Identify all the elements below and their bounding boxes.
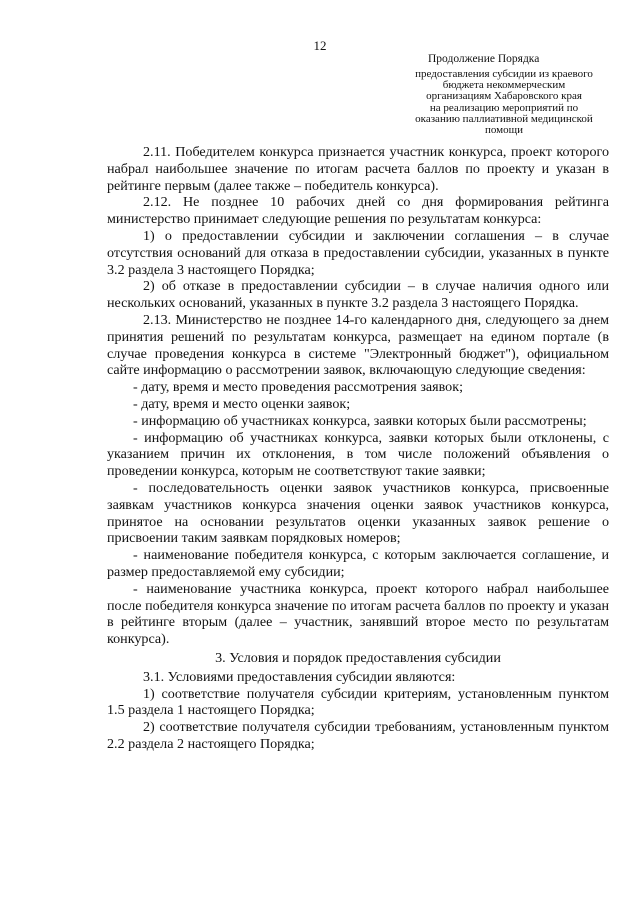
header-line: организациям Хабаровского края bbox=[426, 90, 582, 103]
document-body bbox=[107, 144, 609, 753]
list-item: - информацию об участниках конкурса, заявки которых были рассмотрены; bbox=[133, 412, 587, 429]
paragraph-2-12-item-2: 2) об отказе в предоставлении субсидии – в случае наличия одного или нескольких оснований, указанных в пункте 3.2 раздела 3 настоящего Порядка. bbox=[107, 278, 609, 312]
header-title: Продолжение Порядка bbox=[428, 53, 540, 65]
header-line: помощи bbox=[485, 124, 523, 137]
section-heading: 3. Условия и порядок предоставления субсидии bbox=[215, 649, 501, 666]
list-item: - наименование победителя конкурса, с которым заключается соглашение, и размер предоставляемой ему субсидии; bbox=[107, 547, 609, 580]
paragraph-2-12: 2.12. Не позднее 10 рабочих дней со дня формирования рейтинга министерство принимает следующие решения по результатам конкурса: bbox=[107, 194, 609, 228]
paragraph-3-1: 3.1. Условиями предоставления субсидии являются: bbox=[143, 668, 456, 685]
list-item: - информацию об участниках конкурса, заявки которых были отклонены, с указанием причин их отклонения, в том числе положений объявления о проведении конкурса, которым не соответствуют такие заявки; bbox=[107, 429, 609, 480]
list-item: - дату, время и место оценки заявок; bbox=[133, 395, 351, 412]
paragraph-2-11: 2.11. Победителем конкурса признается участник конкурса, проект которого набрал наибольшее значение по итогам расчета баллов по проекту и указан в рейтинге первым (далее также – победитель конкурса). bbox=[107, 144, 609, 194]
header-line: бюджета некоммерческим bbox=[442, 79, 566, 92]
paragraph-2-13: 2.13. Министерство не позднее 14-го календарного дня, следующего за днем принятия решений по результатам конкурса, размещает на едином портале (в случае проведения конкурса в системе "Электронный бюджет"), официальном сайте информацию о рассмотрении заявок, включающую следующие сведения: bbox=[107, 311, 609, 379]
header-line: оказанию паллиативной медицинской bbox=[415, 112, 593, 125]
header-line: предоставления субсидии из краевого bbox=[415, 68, 593, 80]
list-item: - дату, время и место проведения рассмотрения заявок; bbox=[133, 379, 463, 396]
paragraph-3-1-item-2: 2) соответствие получателя субсидии требованиям, установленным пунктом 2.2 раздела 2 настоящего Порядка; bbox=[107, 719, 609, 752]
header-subtitle bbox=[394, 69, 614, 136]
paragraph-3-1-item-1: 1) соответствие получателя субсидии критериям, установленным пунктом 1.5 раздела 1 настоящего Порядка; bbox=[107, 685, 609, 719]
page-number: 12 bbox=[313, 38, 327, 53]
list-item: - последовательность оценки заявок участников конкурса, присвоенные заявкам участников конкурса значения оценки заявок участников конкурса, принятое на основании результатов оценки указанных заявок решение о присвоении таким заявкам порядковых номеров; bbox=[107, 479, 609, 547]
paragraph-2-12-item-1: 1) о предоставлении субсидии и заключении соглашения – в случае отсутствия оснований для отказа в предоставлении субсидии, указанных в пункте 3.2 раздела 3 настоящего Порядка; bbox=[107, 227, 609, 278]
header-line: на реализацию мероприятий по bbox=[429, 101, 579, 114]
list-item: - наименование участника конкурса, проект которого набрал наибольшее после победителя конкурса значение по итогам расчета баллов по проекту и указан в рейтинге вторым (далее – участник, занявший второе место по результатам конкурса). bbox=[107, 580, 609, 648]
